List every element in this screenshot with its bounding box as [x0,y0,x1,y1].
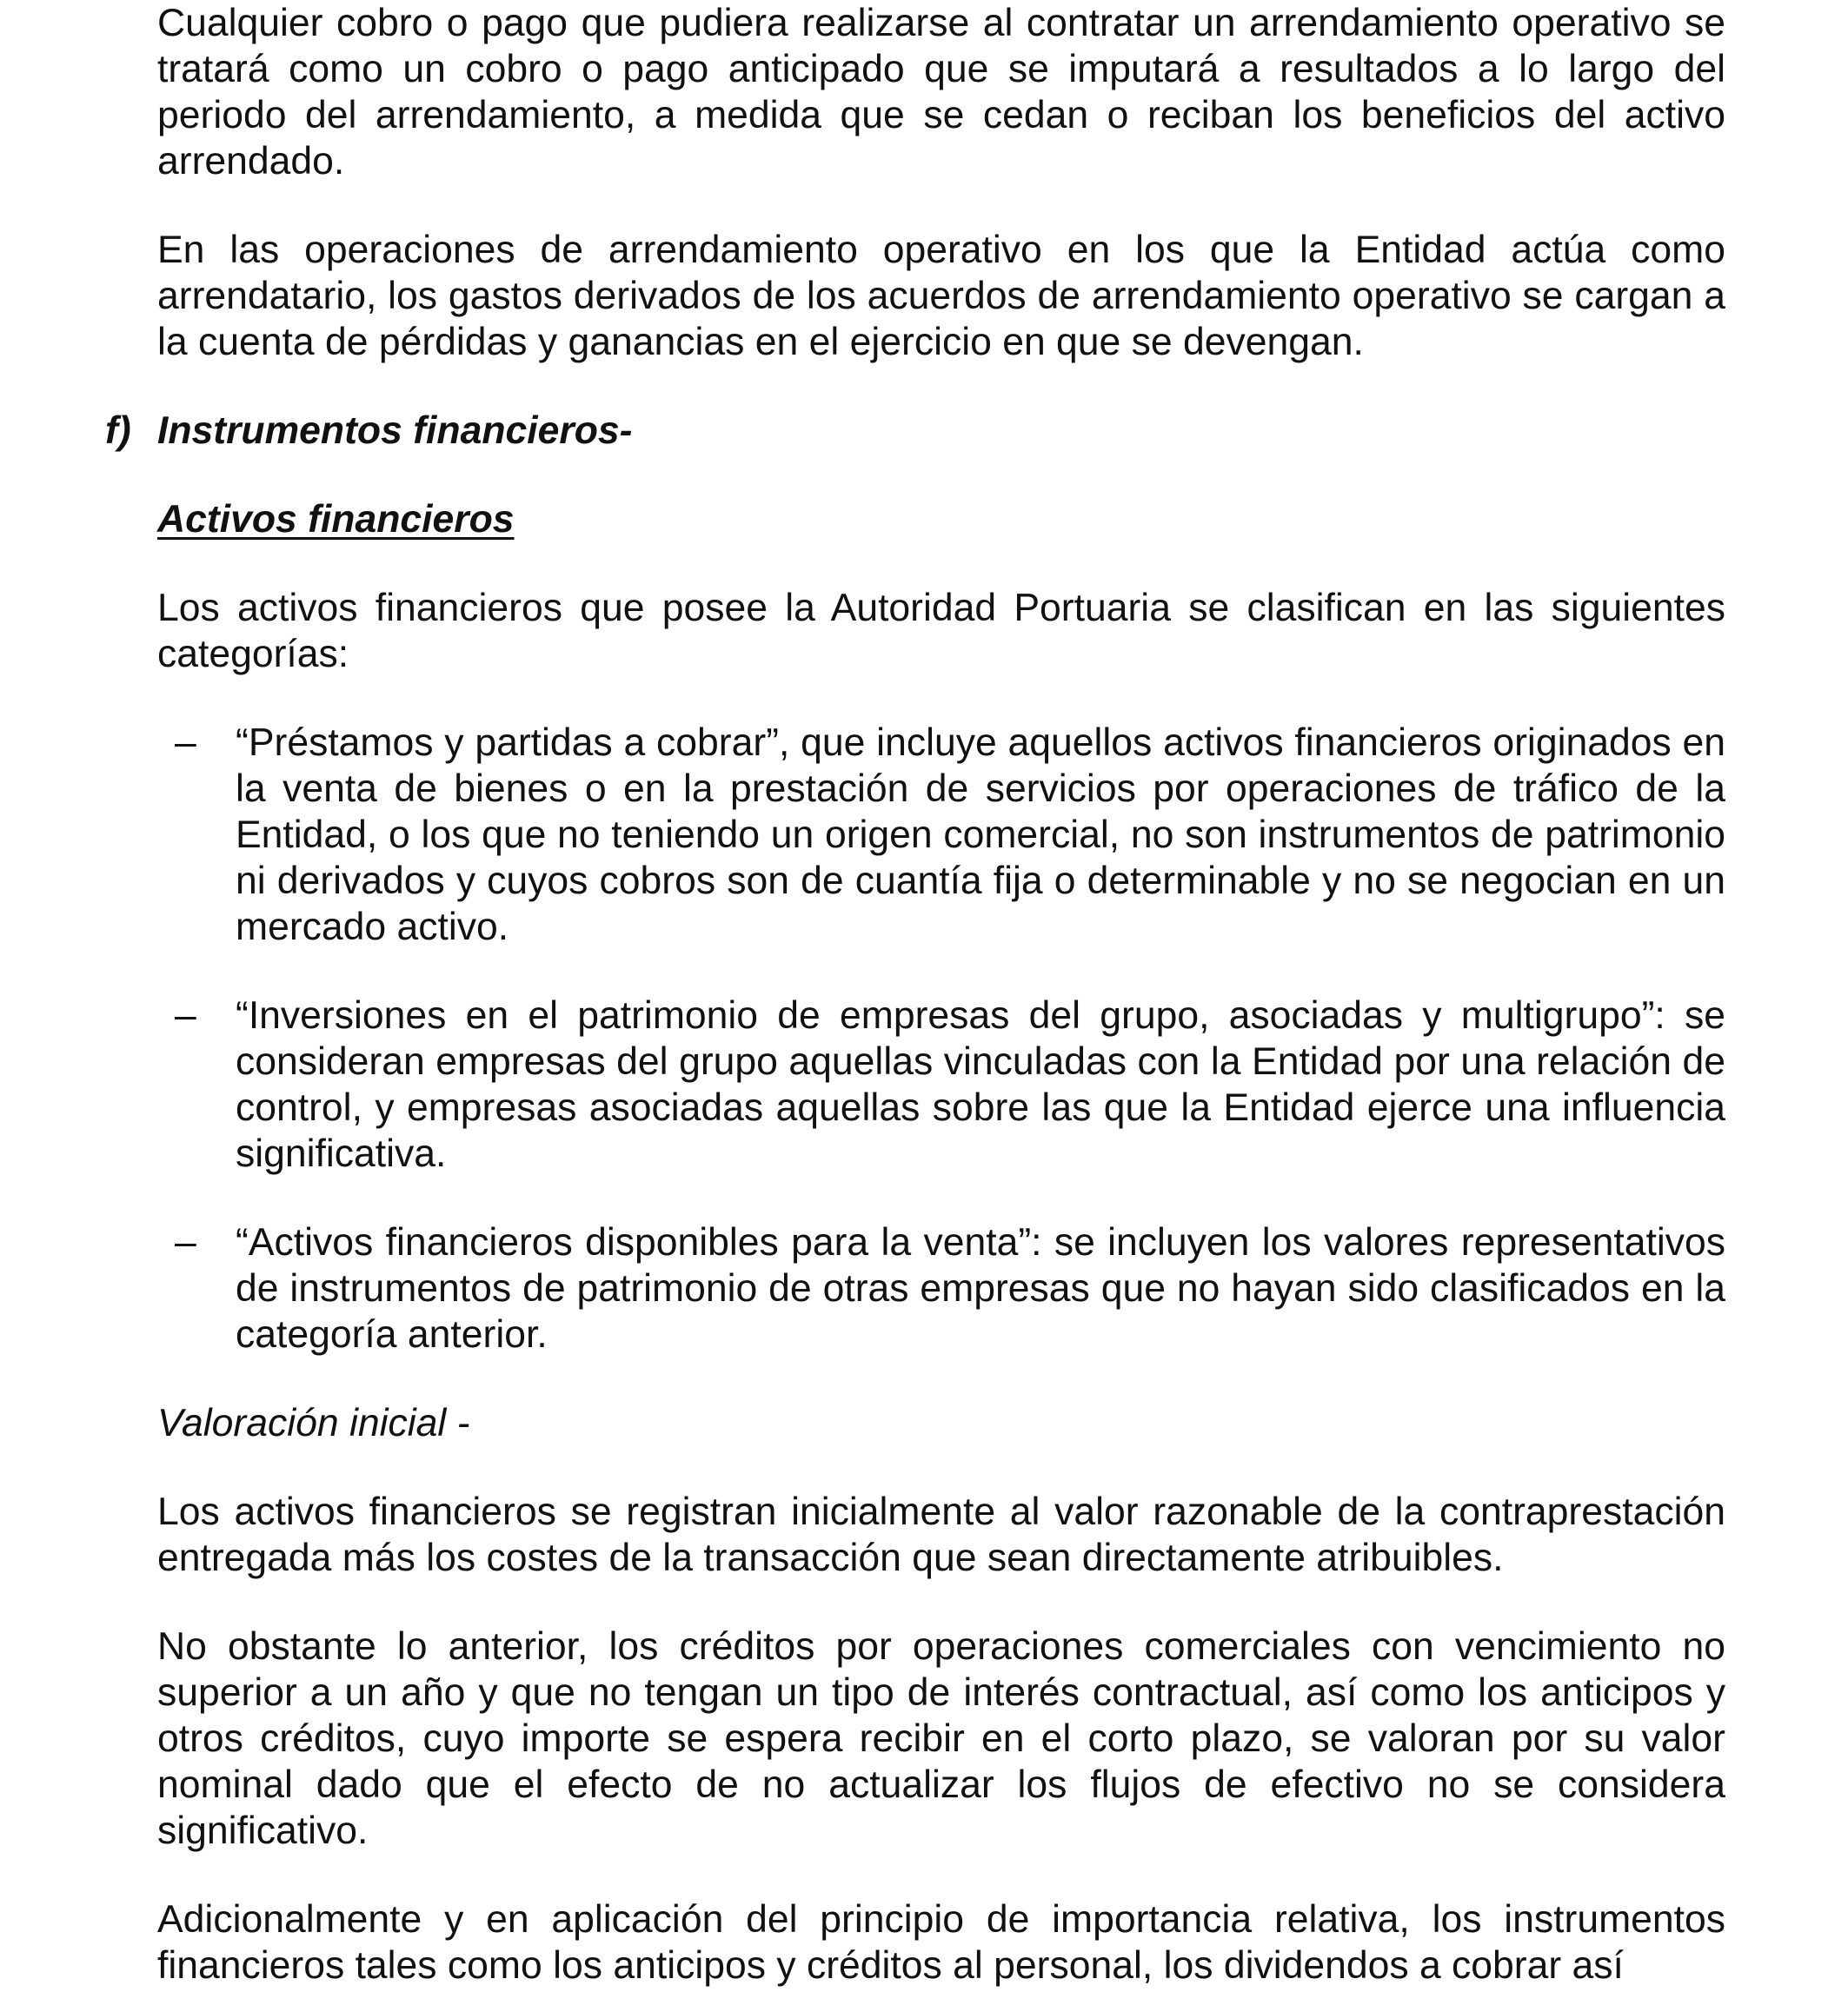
paragraph-valoracion-registro: Los activos financieros se registran inicialmente al valor razonable de la contraprestación entregada más los costes de la transacción que sean directamente atribuibles. [157,1491,1725,1579]
section-marker: f) [105,409,131,452]
list-item-prestamos [157,720,1725,950]
section-title: Instrumentos financieros- [157,409,633,452]
spacer [157,542,1725,585]
spacer [157,950,1725,993]
section-heading [105,408,1725,454]
valoracion-inicial-heading: Valoración inicial - [157,1402,470,1444]
list-item-text: “Activos financieros disponibles para la venta”: se incluyen los valores representativos de instrumentos de patrimonio de otras empresas que no hayan sido clasificados en la categoría anterior. [236,1221,1725,1356]
dash-bullet: – [175,1221,196,1264]
paragraph-creditos-comerciales: No obstante lo anterior, los créditos por operaciones comerciales con vencimiento no superior a un año y que no tengan un tipo de interés contractual, así como los anticipos y otros créditos, cuyo importe se espera recibir en el corto plazo, se valoran por su valor nominal dado que el efecto de no actualizar los flujos de efectivo no se considera significativo. [157,1625,1725,1852]
document-body [105,0,1725,1989]
list-item-inversiones [157,993,1725,1177]
spacer [157,365,1725,408]
spacer [157,1854,1725,1896]
paragraph-importancia-relativa: Adicionalmente y en aplicación del principio de importancia relativa, los instrumentos financieros tales como los anticipos y créditos al personal, los dividendos a cobrar así [157,1898,1725,1987]
dash-bullet: – [175,721,196,764]
dash-bullet: – [175,994,196,1037]
spacer [157,677,1725,720]
subheading-activos-financieros: Activos financieros [157,498,515,541]
list-item-disponibles-venta [157,1219,1725,1358]
list-item-text: “Inversiones en el patrimonio de empresas del grupo, asociadas y multigrupo”: se consideran empresas del grupo aquellas vinculadas con la Entidad por una relación de control, y empresas asociadas aquellas sobre las que la Entidad ejerce una influencia significativa. [236,994,1725,1175]
spacer [157,1358,1725,1400]
spacer [157,1177,1725,1219]
category-list [157,720,1725,1358]
spacer [157,1581,1725,1624]
list-item-text: “Préstamos y partidas a cobrar”, que incluye aquellos activos financieros originados en la venta de bienes o en la prestación de servicios por operaciones de tráfico de la Entidad, o los que no teniendo un origen comercial, no son instrumentos de patrimonio ni derivados y cuyos cobros son de cuantía fija o determinable y no se negocian en un mercado activo. [236,721,1725,948]
spacer [157,1446,1725,1489]
paragraph-intro-categorias: Los activos financieros que posee la Autoridad Portuaria se clasifican en las siguientes categorías: [157,587,1725,675]
paragraph-arrendatario: En las operaciones de arrendamiento operativo en los que la Entidad actúa como arrendatario, los gastos derivados de los acuerdos de arrendamiento operativo se cargan a la cuenta de pérdidas y ganancias en el ejercicio en que se devengan. [157,229,1725,363]
paragraph-cobro-pago: Cualquier cobro o pago que pudiera realizarse al contratar un arrendamiento operativo se tratará como un cobro o pago anticipado que se imputará a resultados a lo largo del periodo del arrendamiento, a medida que se cedan o reciban los beneficios del activo arrendado. [157,2,1725,183]
spacer [157,454,1725,496]
spacer [157,184,1725,227]
